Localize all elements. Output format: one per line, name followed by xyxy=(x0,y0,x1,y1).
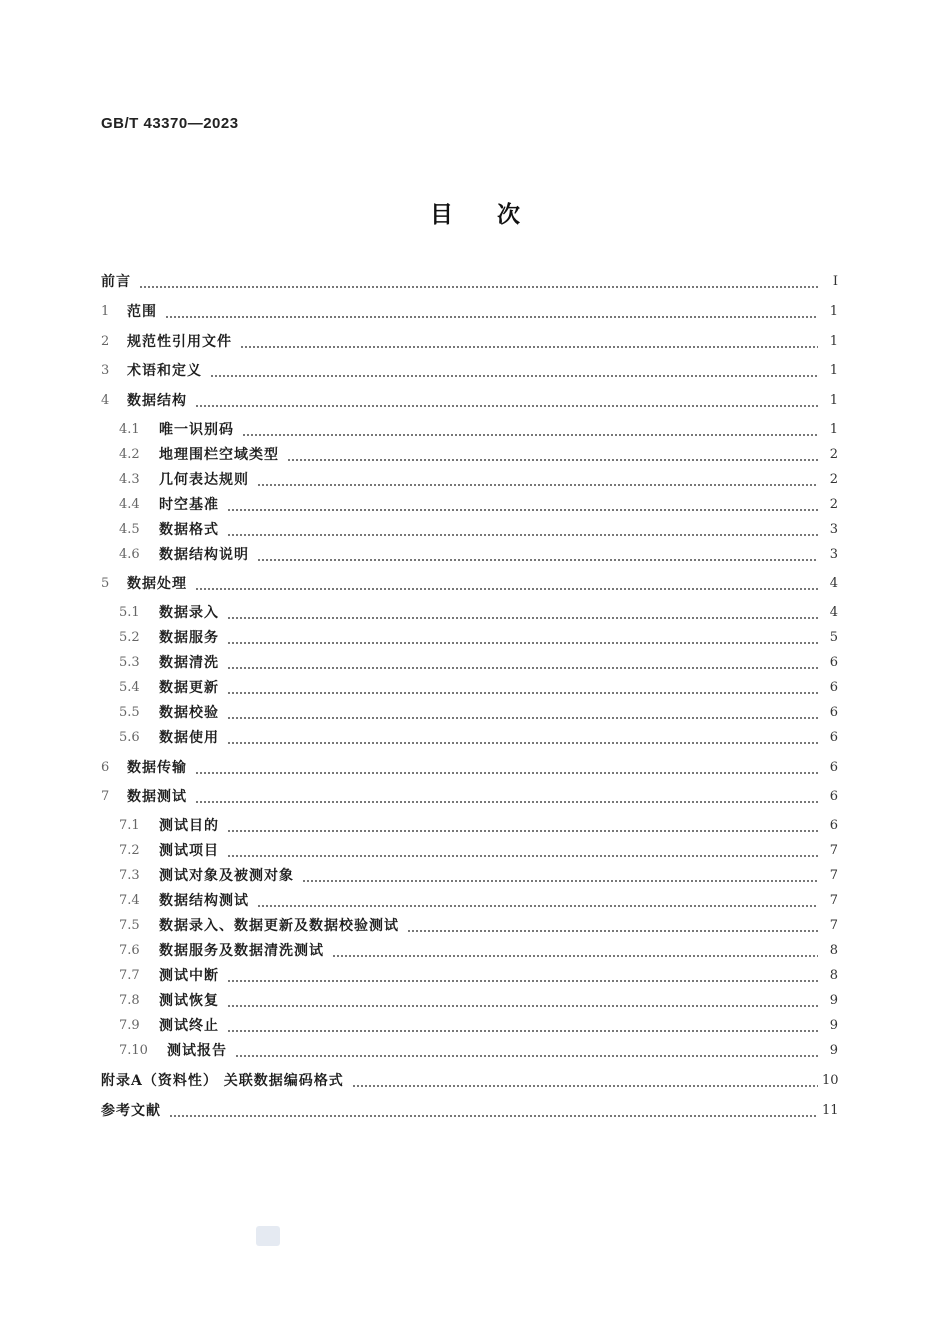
toc-entry-page: 1 xyxy=(829,393,838,408)
toc-entry-label: 数据格式 xyxy=(159,522,219,538)
toc-entry-number: 5.5 xyxy=(119,705,140,720)
toc-entry-number: 7.5 xyxy=(119,918,140,933)
toc-entry[interactable] xyxy=(119,676,838,700)
toc-entry-page: 6 xyxy=(829,730,838,745)
toc-entry-number: 4.5 xyxy=(119,522,140,537)
toc-entry[interactable] xyxy=(119,889,838,913)
toc-entry[interactable] xyxy=(119,468,838,492)
toc-entry[interactable] xyxy=(119,864,838,888)
toc-entry-page: 4 xyxy=(829,576,838,591)
toc-entry-label: 几何表达规则 xyxy=(159,472,249,488)
toc-entry-number: 5.4 xyxy=(119,680,140,695)
toc-entry-number: 7.8 xyxy=(119,993,140,1008)
toc-entry-number: 5.6 xyxy=(119,730,140,745)
toc-entry-label: 数据测试 xyxy=(127,789,187,805)
toc-entry-number: 7.3 xyxy=(119,868,140,883)
toc-entry-number: 5.2 xyxy=(119,630,140,645)
dot-leader xyxy=(195,801,818,803)
dot-leader xyxy=(227,1005,818,1007)
toc-entry[interactable] xyxy=(119,443,838,467)
dot-leader xyxy=(302,880,818,882)
toc-entry-page: 2 xyxy=(829,447,838,462)
toc-entry-number: 3 xyxy=(101,363,110,378)
toc-entry[interactable] xyxy=(119,543,838,567)
toc-entry[interactable] xyxy=(119,726,838,750)
toc-entry-page: 3 xyxy=(829,522,838,537)
toc-entry-number: 1 xyxy=(101,304,110,319)
toc-entry-page: 6 xyxy=(829,705,838,720)
toc-entry-number: 7.4 xyxy=(119,893,140,908)
toc-entry[interactable] xyxy=(119,418,838,442)
dot-leader xyxy=(257,484,818,486)
toc-entry-number: 7.7 xyxy=(119,968,140,983)
toc-entry-label: 唯一识别码 xyxy=(159,422,234,438)
dot-leader xyxy=(195,588,818,590)
toc-entry-label: 附录A（资料性） 关联数据编码格式 xyxy=(101,1073,344,1089)
dot-leader xyxy=(235,1055,818,1057)
toc-entry-number: 2 xyxy=(101,334,110,349)
toc-entry-label: 测试目的 xyxy=(159,818,219,834)
toc-entry-label: 范围 xyxy=(127,304,157,320)
toc-entry[interactable] xyxy=(119,701,838,725)
toc-entry-label: 测试中断 xyxy=(159,968,219,984)
toc-entry-page: 6 xyxy=(829,655,838,670)
toc-entry[interactable] xyxy=(119,914,838,938)
toc-entry-page: 7 xyxy=(829,918,838,933)
toc-entry-label: 数据录入 xyxy=(159,605,219,621)
page-title: 目次 xyxy=(430,202,564,228)
dot-leader xyxy=(227,855,818,857)
toc-entry-page: 7 xyxy=(829,843,838,858)
toc-entry-page: 7 xyxy=(829,868,838,883)
toc-entry[interactable] xyxy=(119,939,838,963)
dot-leader xyxy=(227,1030,818,1032)
toc-entry-number: 4.3 xyxy=(119,472,140,487)
dot-leader xyxy=(195,772,818,774)
toc-entry[interactable] xyxy=(101,572,838,596)
toc-entry-page: 9 xyxy=(829,1018,838,1033)
dot-leader xyxy=(227,534,818,536)
toc-entry[interactable] xyxy=(101,359,838,383)
toc-entry-number: 7 xyxy=(101,789,110,804)
toc-entry[interactable] xyxy=(119,1039,838,1063)
toc-entry-number: 4.1 xyxy=(119,422,140,437)
toc-entry-label: 数据录入、数据更新及数据校验测试 xyxy=(159,918,399,934)
dot-leader xyxy=(227,642,818,644)
toc-entry[interactable] xyxy=(119,964,838,988)
toc-entry-label: 数据结构说明 xyxy=(159,547,249,563)
dot-leader xyxy=(332,955,818,957)
toc-entry-label: 术语和定义 xyxy=(127,363,202,379)
toc-entry-label: 数据传输 xyxy=(127,760,187,776)
toc-entry-page: 1 xyxy=(829,304,838,319)
toc-entry-label: 数据结构 xyxy=(127,393,187,409)
toc-entry-label: 数据服务 xyxy=(159,630,219,646)
toc-entry[interactable] xyxy=(119,493,838,517)
toc-entry-page: 6 xyxy=(829,680,838,695)
toc-entry-page: Ⅰ xyxy=(832,274,838,289)
toc-entry-page: 2 xyxy=(829,472,838,487)
toc-entry[interactable] xyxy=(119,601,838,625)
toc-entry-number: 5 xyxy=(101,576,110,591)
toc-entry-page: 1 xyxy=(829,334,838,349)
dot-leader xyxy=(227,717,818,719)
toc-entry[interactable] xyxy=(101,785,838,809)
dot-leader xyxy=(195,405,818,407)
toc-entry-number: 7.6 xyxy=(119,943,140,958)
toc-entry-page: 8 xyxy=(829,943,838,958)
toc-entry[interactable] xyxy=(119,814,838,838)
dot-leader xyxy=(169,1115,818,1117)
toc-entry-number: 6 xyxy=(101,760,110,775)
toc-entry-number: 7.1 xyxy=(119,818,140,833)
toc-entry[interactable] xyxy=(101,330,838,354)
dot-leader xyxy=(227,617,818,619)
toc-entry-label: 测试对象及被测对象 xyxy=(159,868,294,884)
toc-entry-page: 6 xyxy=(829,818,838,833)
toc-entry-page: 1 xyxy=(829,363,838,378)
toc-entry-number: 4.6 xyxy=(119,547,140,562)
toc-entry-page: 11 xyxy=(822,1103,839,1118)
dot-leader xyxy=(165,316,818,318)
toc-entry-page: 9 xyxy=(829,1043,838,1058)
dot-leader xyxy=(227,980,818,982)
toc-entry-page: 9 xyxy=(829,993,838,1008)
toc-entry-page: 7 xyxy=(829,893,838,908)
toc-entry-number: 4 xyxy=(101,393,110,408)
toc-entry-label: 测试项目 xyxy=(159,843,219,859)
toc-entry-page: 8 xyxy=(829,968,838,983)
watermark-stamp xyxy=(256,1226,280,1246)
toc-entry[interactable] xyxy=(119,839,838,863)
toc-entry[interactable] xyxy=(101,1069,838,1093)
toc-entry-page: 1 xyxy=(829,422,838,437)
dot-leader xyxy=(139,286,818,288)
dot-leader xyxy=(352,1085,818,1087)
toc-entry[interactable] xyxy=(119,1014,838,1038)
dot-leader xyxy=(210,375,818,377)
toc-entry-page: 5 xyxy=(829,630,838,645)
toc-entry[interactable] xyxy=(101,300,838,324)
toc-entry-label: 数据清洗 xyxy=(159,655,219,671)
toc-entry-label: 参考文献 xyxy=(101,1103,161,1119)
toc-entry-label: 地理围栏空域类型 xyxy=(159,447,279,463)
toc-entry-number: 5.1 xyxy=(119,605,140,620)
toc-entry[interactable] xyxy=(101,270,838,294)
toc-entry[interactable] xyxy=(119,989,838,1013)
toc-entry-label: 测试终止 xyxy=(159,1018,219,1034)
toc-entry-number: 7.9 xyxy=(119,1018,140,1033)
document-code: GB/T 43370—2023 xyxy=(101,115,239,132)
toc-entry-label: 数据处理 xyxy=(127,576,187,592)
toc-entry[interactable] xyxy=(119,651,838,675)
toc-entry-number: 4.4 xyxy=(119,497,140,512)
dot-leader xyxy=(227,692,818,694)
toc-entry[interactable] xyxy=(101,1099,838,1123)
toc-entry-page: 6 xyxy=(829,760,838,775)
dot-leader xyxy=(227,667,818,669)
toc-entry-label: 前言 xyxy=(101,274,131,290)
toc-entry-number: 4.2 xyxy=(119,447,140,462)
dot-leader xyxy=(287,459,818,461)
toc-entry-label: 规范性引用文件 xyxy=(127,334,232,350)
toc-entry-number: 7.10 xyxy=(119,1043,148,1058)
toc-entry-page: 2 xyxy=(829,497,838,512)
toc-entry-label: 数据服务及数据清洗测试 xyxy=(159,943,324,959)
toc-entry[interactable] xyxy=(119,626,838,650)
toc-entry-page: 4 xyxy=(829,605,838,620)
dot-leader xyxy=(257,559,818,561)
toc-entry-label: 数据结构测试 xyxy=(159,893,249,909)
toc-entry-number: 5.3 xyxy=(119,655,140,670)
toc-entry-page: 10 xyxy=(822,1073,839,1088)
dot-leader xyxy=(227,509,818,511)
toc-entry-number: 7.2 xyxy=(119,843,140,858)
toc-entry-label: 测试恢复 xyxy=(159,993,219,1009)
dot-leader xyxy=(242,434,818,436)
dot-leader xyxy=(227,830,818,832)
toc-entry-page: 6 xyxy=(829,789,838,804)
toc-entry[interactable] xyxy=(119,518,838,542)
toc-entry-label: 数据更新 xyxy=(159,680,219,696)
toc-entry[interactable] xyxy=(101,756,838,780)
dot-leader xyxy=(257,905,818,907)
toc-entry[interactable] xyxy=(101,389,838,413)
dot-leader xyxy=(407,930,818,932)
toc-entry-label: 测试报告 xyxy=(167,1043,227,1059)
dot-leader xyxy=(227,742,818,744)
dot-leader xyxy=(240,346,818,348)
toc-entry-label: 数据校验 xyxy=(159,705,219,721)
toc-entry-label: 时空基准 xyxy=(159,497,219,513)
toc-entry-label: 数据使用 xyxy=(159,730,219,746)
toc-entry-page: 3 xyxy=(829,547,838,562)
